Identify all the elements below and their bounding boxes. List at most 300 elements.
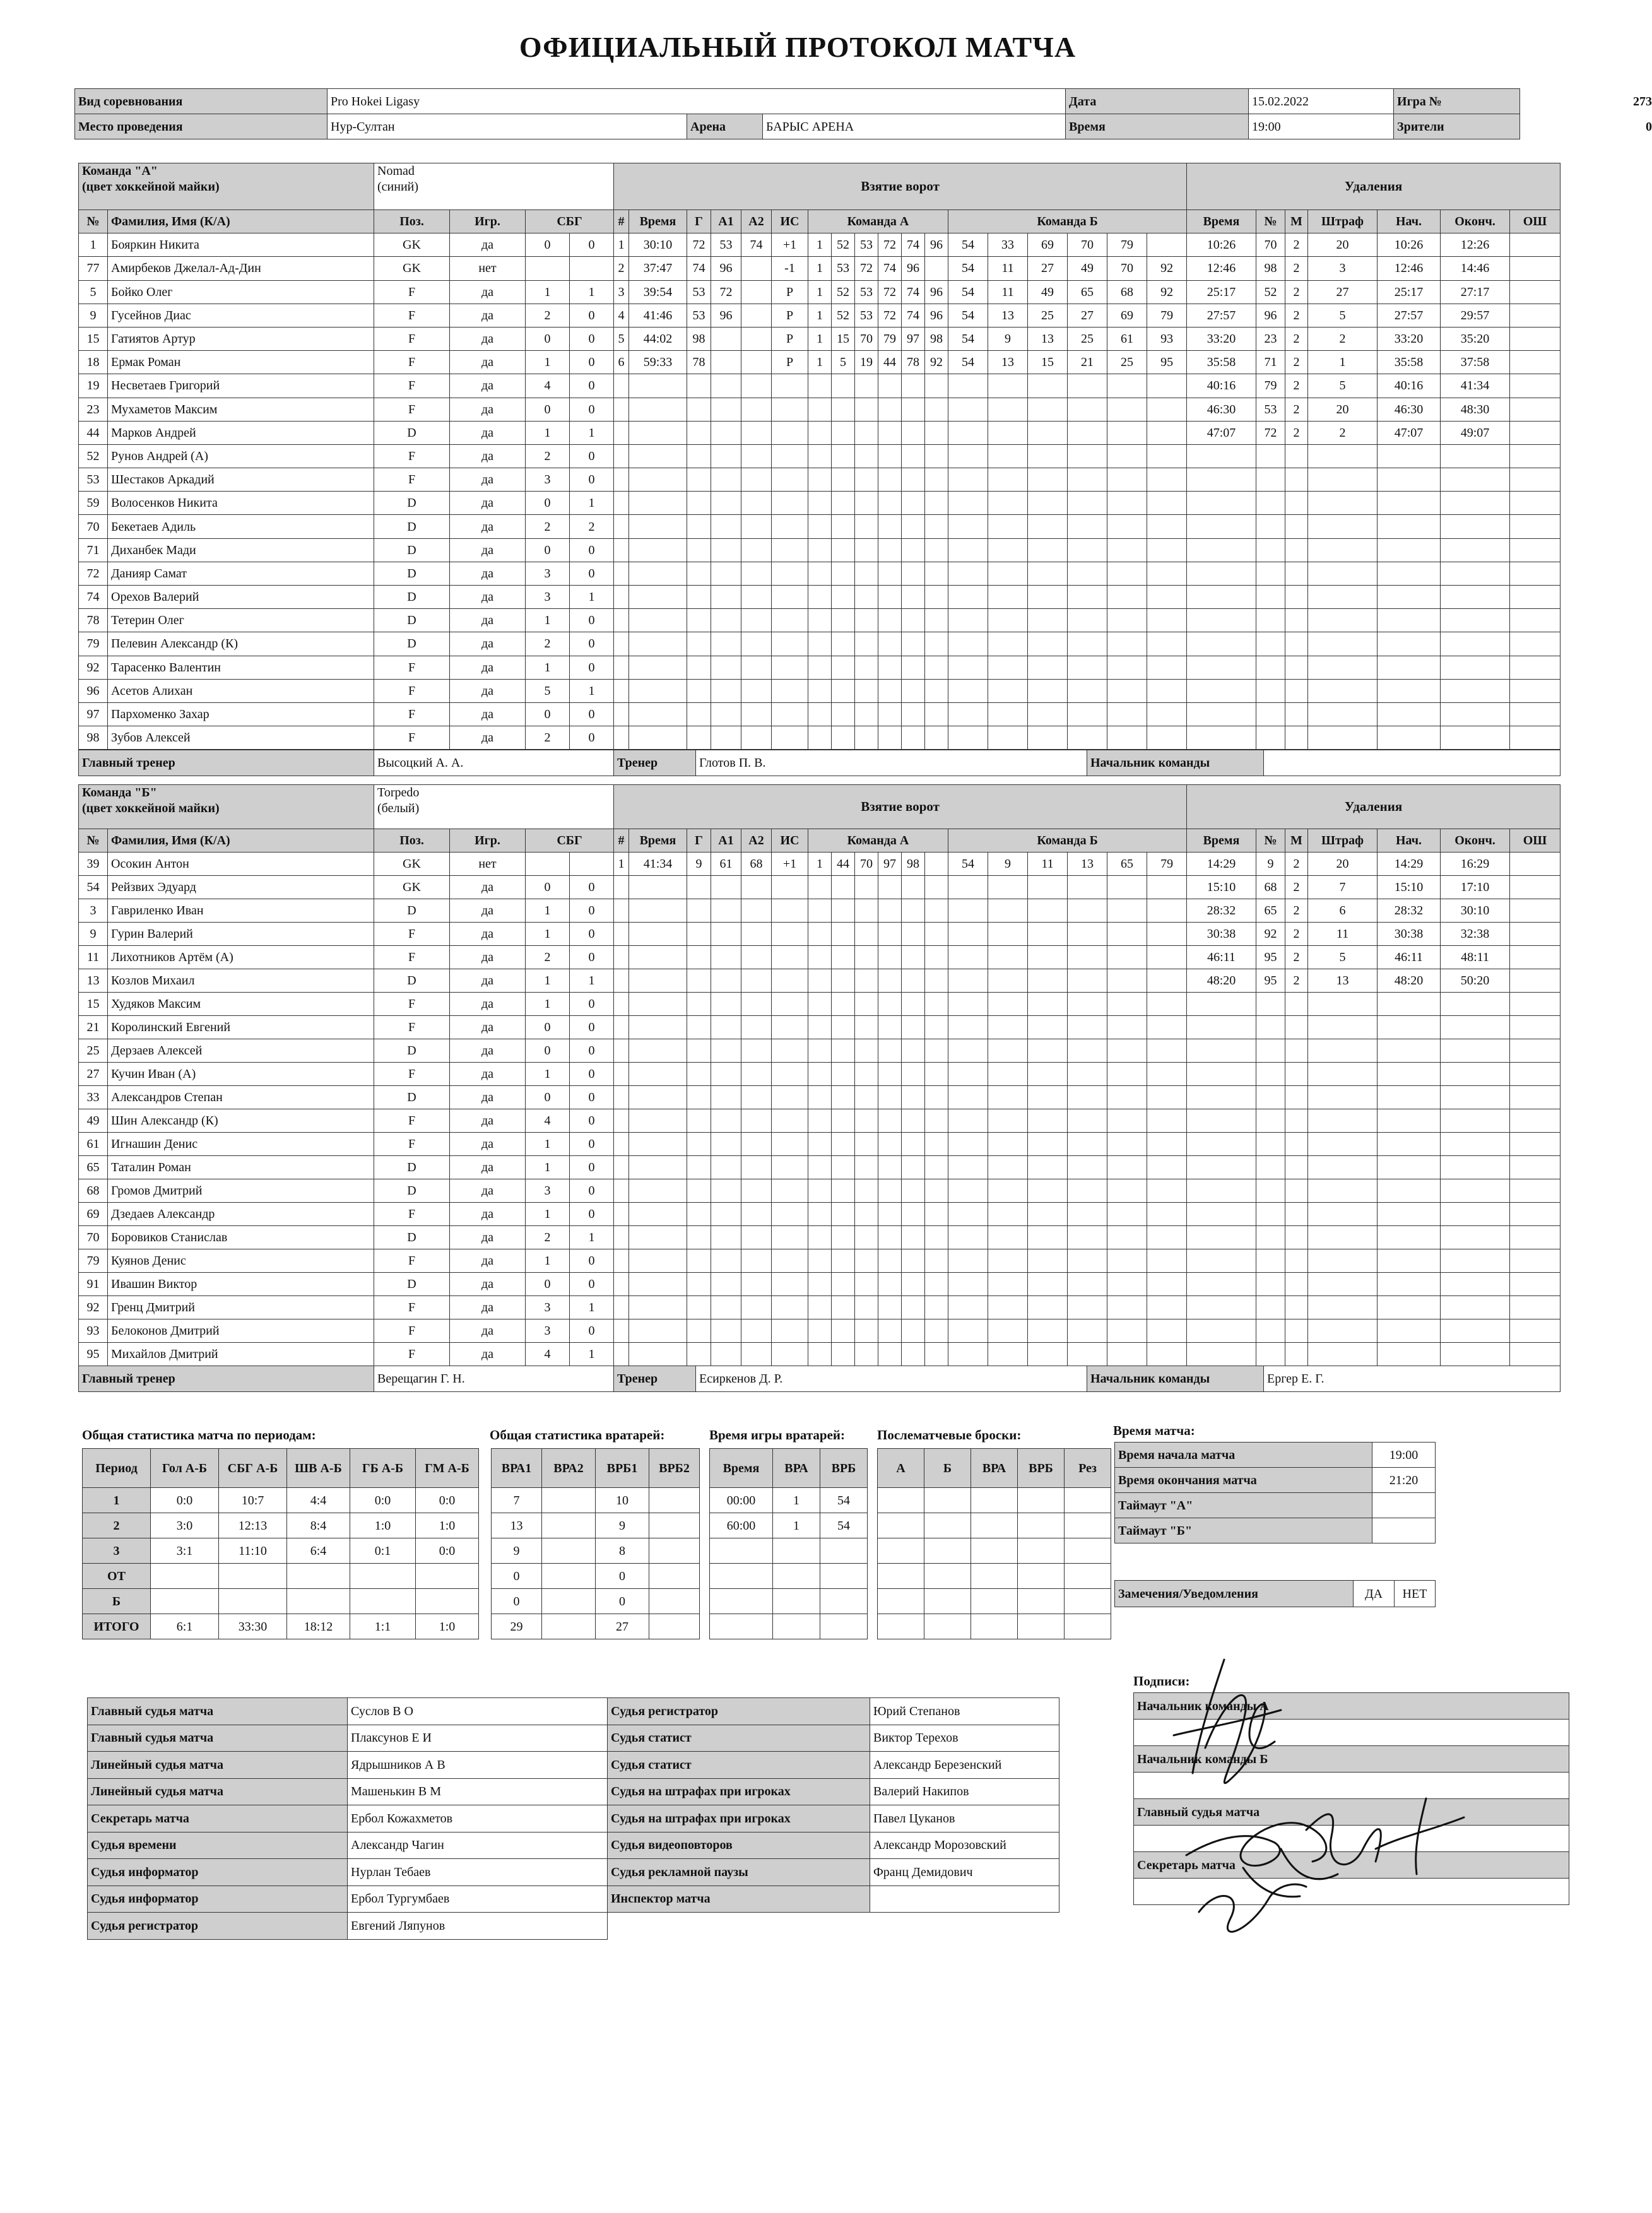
goal-cell: 15 <box>832 327 855 350</box>
player-name: Гатиятов Артур <box>108 327 374 350</box>
goal-cell <box>741 726 772 750</box>
penalty-col-end: Оконч. <box>1441 829 1510 853</box>
goal-cell <box>902 969 925 993</box>
player-played: да <box>450 280 526 304</box>
goal-cell <box>988 923 1028 946</box>
goal-row <box>614 1249 1187 1273</box>
penalty-cell <box>1441 468 1510 492</box>
goal-cell <box>948 609 988 632</box>
goal-cell: 1 <box>808 257 832 280</box>
player-sog-1: 3 <box>526 468 570 492</box>
player-sog-1: 1 <box>526 609 570 632</box>
goals-col-hash: # <box>614 829 629 853</box>
goal-cell <box>948 1203 988 1226</box>
goalie-stats-cell <box>649 1614 700 1639</box>
player-number: 15 <box>79 327 108 350</box>
goal-cell <box>711 1319 741 1343</box>
player-sog-1: 1 <box>526 1156 570 1179</box>
penalty-cell <box>1256 586 1285 609</box>
player-sog-2: 1 <box>570 1296 614 1319</box>
player-row <box>79 993 614 1016</box>
goalie-time-cell: 00:00 <box>710 1488 773 1513</box>
penalty-cell: 20 <box>1308 853 1378 876</box>
period-stats-cell: 4:4 <box>287 1488 350 1513</box>
penalty-row <box>1187 876 1561 899</box>
goal-cell <box>772 444 808 468</box>
goal-cell <box>772 562 808 585</box>
goal-cell <box>855 562 878 585</box>
player-position: F <box>374 304 450 327</box>
goal-cell <box>629 1063 687 1086</box>
penalty-cell: 2 <box>1285 876 1308 899</box>
goal-cell <box>772 946 808 969</box>
goal-cell <box>925 1296 948 1319</box>
penalty-cell: 17:10 <box>1441 876 1510 899</box>
player-row <box>79 1249 614 1273</box>
goal-cell <box>741 1203 772 1226</box>
official-name: Александр Березенский <box>870 1752 1059 1779</box>
goal-cell <box>948 515 988 538</box>
team-b-coaches-table <box>78 1366 1561 1392</box>
shootout-cell <box>1065 1513 1111 1538</box>
goal-cell <box>1028 1296 1068 1319</box>
period-stats-cell: 11:10 <box>219 1538 287 1564</box>
player-row <box>79 1296 614 1319</box>
penalty-cell <box>1510 702 1561 726</box>
arena-label: Арена <box>687 114 763 139</box>
head-coach-label: Главный тренер <box>79 1366 374 1392</box>
player-played: да <box>450 351 526 374</box>
goal-cell <box>925 1063 948 1086</box>
penalty-cell <box>1308 656 1378 679</box>
goal-cell <box>948 421 988 444</box>
penalty-cell <box>1510 923 1561 946</box>
penalty-cell <box>1510 492 1561 515</box>
goalie-stats-header: ВРБ2 <box>649 1449 700 1488</box>
goal-cell <box>1147 656 1187 679</box>
goal-cell <box>855 1086 878 1109</box>
goal-cell <box>948 1249 988 1273</box>
goal-cell <box>629 562 687 585</box>
official-role: Судья статист <box>608 1725 870 1752</box>
penalty-row <box>1187 1016 1561 1039</box>
goal-cell <box>772 492 808 515</box>
goal-cell <box>687 421 711 444</box>
goal-cell <box>948 993 988 1016</box>
goal-cell <box>1068 993 1107 1016</box>
goalie-stats-cell <box>542 1564 596 1589</box>
goal-cell <box>948 1156 988 1179</box>
goal-cell: 5 <box>614 327 629 350</box>
goal-cell: 74 <box>878 257 902 280</box>
penalty-row <box>1187 515 1561 538</box>
penalty-cell: 28:32 <box>1378 899 1441 923</box>
shootout-cell <box>1018 1589 1065 1614</box>
goal-cell <box>832 538 855 562</box>
goal-cell <box>808 1063 832 1086</box>
period-stats-cell: 1:0 <box>416 1513 479 1538</box>
penalty-cell: 70 <box>1256 233 1285 257</box>
goalie-time-cell <box>710 1538 773 1564</box>
goal-row <box>614 1109 1187 1133</box>
penalty-cell <box>1510 632 1561 656</box>
goal-cell <box>1107 656 1147 679</box>
goal-cell <box>711 1156 741 1179</box>
goal-cell <box>629 923 687 946</box>
player-sog-2: 0 <box>570 1039 614 1063</box>
player-sog-1: 2 <box>526 304 570 327</box>
goal-cell <box>1107 1319 1147 1343</box>
player-sog-2: 0 <box>570 398 614 421</box>
team-label-text: Команда "А" <box>82 164 158 178</box>
goal-cell: 41:46 <box>629 304 687 327</box>
goal-cell <box>808 969 832 993</box>
goal-cell <box>808 632 832 656</box>
goalie-time-caption: Время игры вратарей: <box>709 1427 846 1443</box>
penalty-cell <box>1308 562 1378 585</box>
goalie-stats-caption: Общая статистика вратарей: <box>490 1427 665 1443</box>
goal-cell <box>772 398 808 421</box>
goal-cell <box>832 632 855 656</box>
goal-cell <box>1107 1063 1147 1086</box>
goal-cell <box>925 1109 948 1133</box>
player-position: D <box>374 1039 450 1063</box>
goalie-time-cell <box>820 1564 868 1589</box>
goal-cell <box>832 562 855 585</box>
goal-cell <box>772 609 808 632</box>
player-name: Амирбеков Джелал-Ад-Дин <box>108 257 374 280</box>
goal-cell <box>1028 609 1068 632</box>
goal-cell <box>808 492 832 515</box>
goals-col-team-b: Команда Б <box>948 210 1187 233</box>
goal-cell: 27 <box>1068 304 1107 327</box>
team-a-roster-table <box>78 163 614 750</box>
goal-cell <box>1147 993 1187 1016</box>
goal-cell: 79 <box>1147 853 1187 876</box>
penalty-cell <box>1378 1343 1441 1366</box>
player-name: Пархоменко Захар <box>108 702 374 726</box>
goal-cell <box>741 899 772 923</box>
goal-cell: 53 <box>687 304 711 327</box>
goal-cell <box>948 632 988 656</box>
period-stats-cell <box>151 1564 219 1589</box>
goalie-stats-table <box>491 1448 700 1639</box>
penalty-cell <box>1187 1156 1256 1179</box>
player-sog-2: 0 <box>570 1249 614 1273</box>
goal-cell <box>902 1086 925 1109</box>
goal-cell <box>1107 1086 1147 1109</box>
player-position: D <box>374 1273 450 1296</box>
goal-cell <box>711 492 741 515</box>
goal-cell <box>1068 1179 1107 1203</box>
penalty-cell <box>1510 1273 1561 1296</box>
goal-cell <box>902 1273 925 1296</box>
penalty-cell: 2 <box>1285 946 1308 969</box>
goal-cell <box>1068 1203 1107 1226</box>
goal-cell <box>808 1273 832 1296</box>
goal-cell: 79 <box>1147 304 1187 327</box>
shootout-cell <box>1065 1589 1111 1614</box>
player-row <box>79 679 614 702</box>
goal-cell <box>772 1203 808 1226</box>
goal-row <box>614 1086 1187 1109</box>
goal-cell <box>741 1273 772 1296</box>
player-number: 72 <box>79 562 108 585</box>
player-number: 93 <box>79 1319 108 1343</box>
goal-cell <box>711 1273 741 1296</box>
goal-cell <box>711 899 741 923</box>
penalty-cell <box>1187 609 1256 632</box>
goal-cell <box>1147 946 1187 969</box>
goal-cell <box>902 679 925 702</box>
player-name: Куянов Денис <box>108 1249 374 1273</box>
penalty-cell: 37:58 <box>1441 351 1510 374</box>
penalty-cell <box>1378 702 1441 726</box>
goal-cell <box>711 374 741 398</box>
period-stats-cell: 3:1 <box>151 1538 219 1564</box>
goal-cell <box>948 398 988 421</box>
goals-col-time: Время <box>629 210 687 233</box>
shootout-cell <box>971 1488 1018 1513</box>
penalty-col-start: Нач. <box>1378 829 1441 853</box>
goal-cell <box>1147 1273 1187 1296</box>
goalie-stats-cell: 9 <box>492 1538 542 1564</box>
goalie-time-table <box>709 1448 868 1639</box>
penalty-cell <box>1441 1086 1510 1109</box>
penalty-cell <box>1378 562 1441 585</box>
period-stats-cell: 10:7 <box>219 1488 287 1513</box>
goal-cell <box>902 515 925 538</box>
penalty-cell <box>1187 492 1256 515</box>
goal-cell <box>1147 1109 1187 1133</box>
player-name: Дзедаев Александр <box>108 1203 374 1226</box>
goal-cell: 54 <box>948 351 988 374</box>
goal-cell: 65 <box>1068 280 1107 304</box>
penalty-cell <box>1187 538 1256 562</box>
manager-label: Начальник команды <box>1087 1366 1264 1392</box>
penalty-col-min: М <box>1285 210 1308 233</box>
goal-cell <box>711 586 741 609</box>
goal-cell <box>1068 1273 1107 1296</box>
goal-cell <box>614 702 629 726</box>
goal-cell <box>808 726 832 750</box>
player-sog-1: 1 <box>526 351 570 374</box>
goal-cell <box>629 726 687 750</box>
goal-cell <box>614 492 629 515</box>
goal-cell: 78 <box>902 351 925 374</box>
penalty-cell <box>1285 1249 1308 1273</box>
goal-cell <box>808 1133 832 1156</box>
shootout-cell <box>971 1564 1018 1589</box>
goal-cell <box>878 1156 902 1179</box>
player-sog-1 <box>526 257 570 280</box>
player-sog-1: 1 <box>526 923 570 946</box>
penalty-row <box>1187 421 1561 444</box>
penalty-cell <box>1285 1179 1308 1203</box>
player-sog-2: 0 <box>570 1133 614 1156</box>
goal-cell <box>925 853 948 876</box>
goal-cell <box>1068 586 1107 609</box>
player-row <box>79 1086 614 1109</box>
goal-row <box>614 562 1187 585</box>
penalty-cell <box>1187 1133 1256 1156</box>
penalty-row <box>1187 1156 1561 1179</box>
goal-cell <box>832 1179 855 1203</box>
goal-row <box>614 1156 1187 1179</box>
player-played: да <box>450 492 526 515</box>
goal-row <box>614 374 1187 398</box>
official-name: Валерий Накипов <box>870 1778 1059 1805</box>
signature-role: Секретарь матча <box>1134 1852 1569 1879</box>
goal-row <box>614 1179 1187 1203</box>
goal-cell <box>855 444 878 468</box>
goal-cell <box>855 374 878 398</box>
penalty-row <box>1187 1039 1561 1063</box>
goal-cell: 13 <box>1068 853 1107 876</box>
goal-cell <box>741 679 772 702</box>
team-name-text: Torpedo <box>377 786 420 800</box>
goal-cell <box>711 1109 741 1133</box>
goal-cell <box>1028 1039 1068 1063</box>
goal-cell <box>1068 679 1107 702</box>
remarks-table <box>1114 1580 1436 1607</box>
goal-cell <box>832 1133 855 1156</box>
goal-cell <box>772 1016 808 1039</box>
goal-cell <box>948 1273 988 1296</box>
player-sog-1: 0 <box>526 876 570 899</box>
player-sog-2: 0 <box>570 609 614 632</box>
goal-cell <box>878 444 902 468</box>
goalie-time-cell <box>773 1538 820 1564</box>
goal-cell <box>741 923 772 946</box>
goalie-stats-header: ВРА1 <box>492 1449 542 1488</box>
penalty-cell <box>1510 233 1561 257</box>
penalty-cell <box>1510 351 1561 374</box>
goal-cell <box>832 468 855 492</box>
goal-cell <box>711 421 741 444</box>
goal-cell <box>614 1133 629 1156</box>
goal-cell: +1 <box>772 233 808 257</box>
penalty-cell <box>1441 1319 1510 1343</box>
player-played: да <box>450 233 526 257</box>
goal-cell <box>1107 468 1147 492</box>
penalty-row <box>1187 586 1561 609</box>
official-name: Павел Цуканов <box>870 1805 1059 1832</box>
player-row <box>79 702 614 726</box>
player-played: да <box>450 304 526 327</box>
goal-cell <box>808 1296 832 1319</box>
goal-cell <box>629 374 687 398</box>
goal-cell <box>988 1156 1028 1179</box>
goal-cell <box>855 656 878 679</box>
goal-cell <box>855 1319 878 1343</box>
penalty-cell <box>1187 656 1256 679</box>
penalty-cell <box>1285 468 1308 492</box>
penalty-cell <box>1510 1063 1561 1086</box>
goal-cell <box>711 444 741 468</box>
goal-cell: 1 <box>808 304 832 327</box>
goal-cell: 96 <box>925 304 948 327</box>
penalty-cell: 25:17 <box>1378 280 1441 304</box>
goal-cell <box>741 468 772 492</box>
penalty-cell <box>1187 1063 1256 1086</box>
player-sog-2: 0 <box>570 923 614 946</box>
penalty-cell <box>1510 993 1561 1016</box>
team-name <box>374 163 614 210</box>
penalty-cell <box>1378 515 1441 538</box>
official-role: Судья информатор <box>88 1885 348 1913</box>
penalty-row <box>1187 1086 1561 1109</box>
signature-role: Начальник команды Б <box>1134 1746 1569 1773</box>
goals-col-a1: А1 <box>711 210 741 233</box>
goal-cell <box>687 1133 711 1156</box>
player-position: F <box>374 1319 450 1343</box>
goal-cell <box>1028 876 1068 899</box>
goal-cell <box>808 1039 832 1063</box>
goal-cell <box>1147 609 1187 632</box>
goal-cell <box>687 1156 711 1179</box>
penalty-cell <box>1308 1226 1378 1249</box>
penalty-cell <box>1510 899 1561 923</box>
player-number: 39 <box>79 853 108 876</box>
goal-cell: 33 <box>988 233 1028 257</box>
goal-row <box>614 280 1187 304</box>
goal-cell <box>878 586 902 609</box>
goal-cell <box>902 1109 925 1133</box>
goalie-stats-cell: 0 <box>492 1564 542 1589</box>
goal-cell <box>1028 1179 1068 1203</box>
goal-cell <box>741 515 772 538</box>
goal-row <box>614 899 1187 923</box>
goal-cell <box>772 468 808 492</box>
goal-cell <box>878 1086 902 1109</box>
place-value: Нур-Султан <box>327 114 687 139</box>
goal-cell <box>948 562 988 585</box>
goal-cell <box>1147 1249 1187 1273</box>
goal-cell <box>878 726 902 750</box>
goal-cell: 44:02 <box>629 327 687 350</box>
penalty-row <box>1187 351 1561 374</box>
penalty-row <box>1187 656 1561 679</box>
goal-cell: 53 <box>832 257 855 280</box>
goal-cell <box>988 876 1028 899</box>
goal-cell <box>772 1039 808 1063</box>
player-position: F <box>374 993 450 1016</box>
shootout-cell <box>971 1538 1018 1564</box>
penalty-cell <box>1441 1296 1510 1319</box>
goalie-stats-cell <box>542 1614 596 1639</box>
player-position: F <box>374 726 450 750</box>
player-number: 9 <box>79 304 108 327</box>
goalie-time-header: ВРБ <box>820 1449 868 1488</box>
player-row <box>79 233 614 257</box>
player-position: F <box>374 1063 450 1086</box>
goal-cell <box>772 726 808 750</box>
goal-cell <box>1107 538 1147 562</box>
player-position: F <box>374 374 450 398</box>
goal-cell <box>711 1179 741 1203</box>
goalie-time-cell: 1 <box>773 1513 820 1538</box>
goal-cell: 9 <box>687 853 711 876</box>
goal-cell <box>629 1086 687 1109</box>
goal-cell <box>772 421 808 444</box>
period-stats-cell: 0:0 <box>350 1488 416 1513</box>
goal-cell <box>988 899 1028 923</box>
goal-cell: 92 <box>925 351 948 374</box>
penalty-cell <box>1510 679 1561 702</box>
penalty-cell <box>1378 1016 1441 1039</box>
penalty-cell <box>1187 993 1256 1016</box>
